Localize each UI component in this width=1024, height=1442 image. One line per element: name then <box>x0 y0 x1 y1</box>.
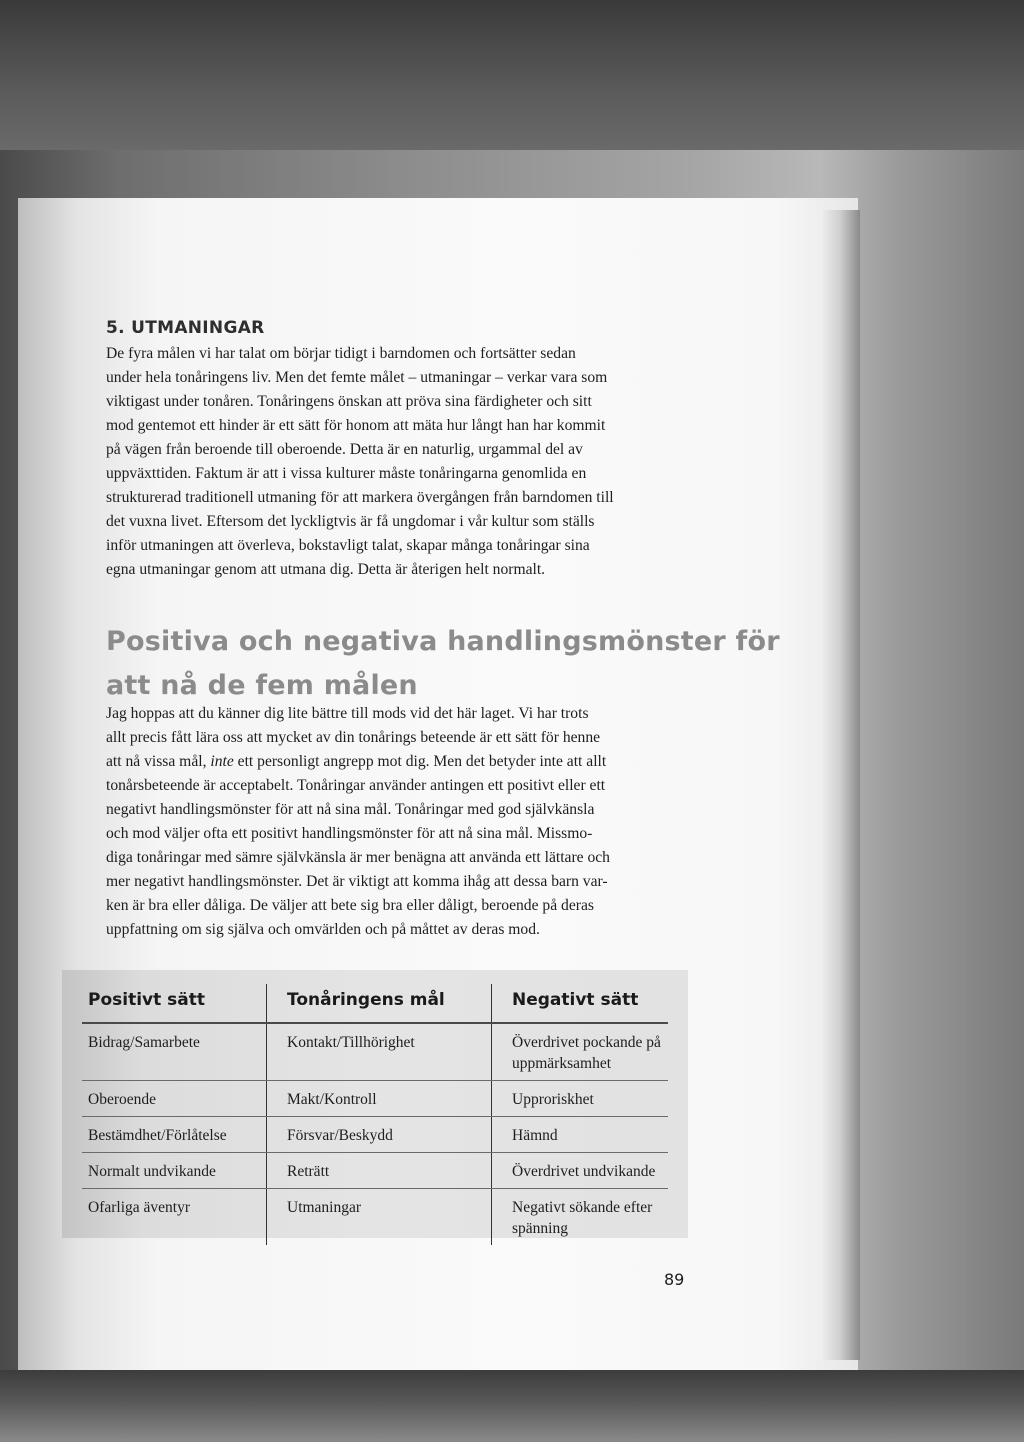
table-cell: Försvar/Beskydd <box>267 1117 492 1153</box>
table-cell: Ofarliga äventyr <box>82 1189 267 1246</box>
table-cell: Reträtt <box>267 1153 492 1189</box>
table-cell: Bestämdhet/Förlåtelse <box>82 1117 267 1153</box>
subheading-line: Positiva och negativa handlingsmönster för <box>106 626 780 657</box>
table-cell: Normalt undvikande <box>82 1153 267 1189</box>
section-heading: 5. UTMANINGAR <box>106 318 265 338</box>
table-row <box>82 1189 668 1246</box>
section-paragraph <box>106 342 696 582</box>
paragraph-line: uppfattning om sig själva och omvärlden och på måttet av deras mod. <box>106 921 540 938</box>
table-cell: Överdrivet pockande på uppmärksamhet <box>492 1023 669 1081</box>
paragraph-line: viktigast under tonåren. Tonåringens önskan att pröva sina färdigheter och sitt <box>106 393 592 410</box>
column-header-goal: Tonåringens mål <box>267 984 492 1023</box>
subheading-line: att nå de fem målen <box>106 670 418 701</box>
scan-shadow-top <box>0 0 1024 150</box>
column-header-negative: Negativt sätt <box>492 984 669 1023</box>
table-cell: Utmaningar <box>267 1189 492 1246</box>
table-cell: Kontakt/Tillhörighet <box>267 1023 492 1081</box>
paragraph-line <box>106 750 696 774</box>
table-row <box>82 1081 668 1117</box>
paragraph-line: ken är bra eller dåliga. De väljer att bete sig bra eller dåligt, beroende på deras <box>106 897 594 914</box>
table-row <box>82 1153 668 1189</box>
paragraph-line: uppväxttiden. Faktum är att i vissa kulturer måste tonåringarna genomlida en <box>106 465 587 482</box>
paragraph-line: mod gentemot ett hinder är ett sätt för honom att mäta hur långt han har kommit <box>106 417 606 434</box>
paragraph-line: allt precis fått lära oss att mycket av din tonårings beteende är ett sätt för henne <box>106 729 601 746</box>
table-row <box>82 1023 668 1081</box>
table-header-row <box>82 984 668 1023</box>
table-cell: Negativt sökande efter spänning <box>512 1199 653 1237</box>
paragraph-line: Jag hoppas att du känner dig lite bättre till mods vid det här laget. Vi har trots <box>106 705 589 722</box>
paragraph-line: och mod väljer ofta ett positivt handlingsmönster för att nå sina mål. Missmo- <box>106 825 593 842</box>
table-cell: Makt/Kontroll <box>267 1081 492 1117</box>
paragraph-line: De fyra målen vi har talat om börjar tidigt i barndomen och fortsätter sedan <box>106 345 576 362</box>
table-cell: Oberoende <box>82 1081 267 1117</box>
page-edge-shadow <box>820 210 860 1360</box>
paragraph-line: på vägen från beroende till oberoende. Detta är en naturlig, urgammal del av <box>106 441 583 458</box>
line-text: att nå vissa mål, <box>106 753 211 770</box>
page-number: 89 <box>664 1270 685 1289</box>
body-paragraph <box>106 702 696 942</box>
goals-table <box>82 984 668 1245</box>
column-header-positive: Positivt sätt <box>82 984 267 1023</box>
table-cell: Upproriskhet <box>492 1081 669 1117</box>
emphasis-text: inte <box>210 753 234 770</box>
paragraph-line: inför utmaningen att överleva, bokstavligt talat, skapar många tonåringar sina <box>106 537 590 554</box>
goals-table-box <box>62 970 688 1238</box>
body-paragraph-block <box>106 702 696 942</box>
section-utmaningar <box>106 318 696 582</box>
paragraph-line: egna utmaningar genom att utmana dig. Detta är återigen helt normalt. <box>106 561 546 578</box>
paragraph-line: det vuxna livet. Eftersom det lyckligtvis är få ungdomar i vår kultur som ställs <box>106 513 595 530</box>
paragraph-line: under hela tonåringens liv. Men det femte målet – utmaningar – verkar vara som <box>106 369 608 386</box>
paragraph-line: tonårsbeteende är acceptabelt. Tonåringar använder antingen ett positivt eller ett <box>106 777 606 794</box>
paragraph-line: mer negativt handlingsmönster. Det är viktigt att komma ihåg att dessa barn var- <box>106 873 608 890</box>
paragraph-line: strukturerad traditionell utmaning för att markera övergången från barndomen till <box>106 489 614 506</box>
line-text: ett personligt angrepp mot dig. Men det betyder inte att allt <box>233 753 607 770</box>
table-cell: Överdrivet undvikande <box>492 1153 669 1189</box>
scan-shadow-bottom <box>0 1370 1024 1442</box>
table-cell: Hämnd <box>492 1117 669 1153</box>
chapter-subheading <box>106 620 780 708</box>
table-cell: Bidrag/Samarbete <box>82 1023 267 1081</box>
paragraph-line: negativt handlingsmönster för att nå sina mål. Tonåringar med god självkänsla <box>106 801 595 818</box>
table-row <box>82 1117 668 1153</box>
paragraph-line: diga tonåringar med sämre självkänsla är mer benägna att använda ett lättare och <box>106 849 610 866</box>
